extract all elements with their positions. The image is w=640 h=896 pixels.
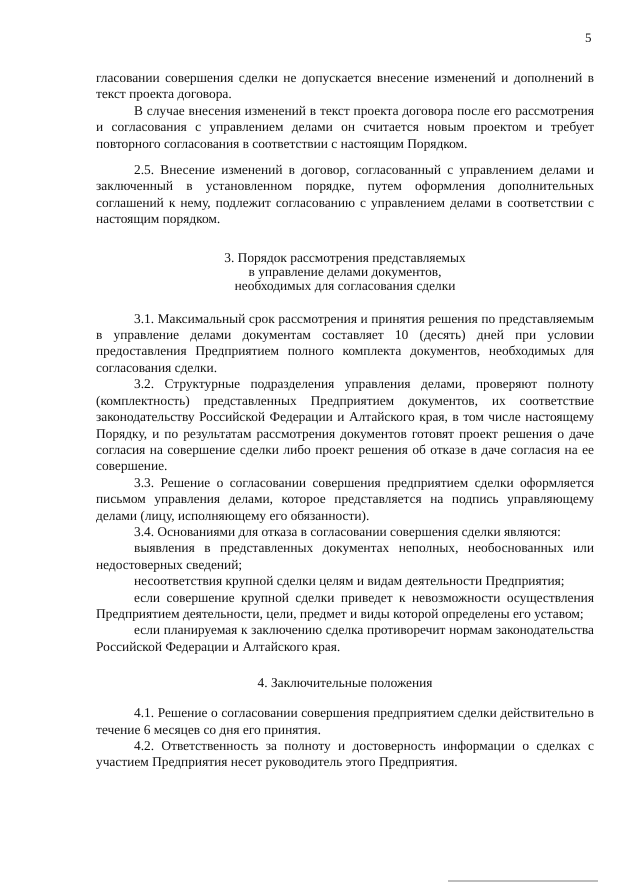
section-3-heading-line-2: в управление делами документов, <box>248 263 442 279</box>
document-body <box>96 70 594 771</box>
paragraph-4-1: 4.1. Решение о согласовании совершения предприятием сделки действительно в течение 6 месяцев со дня его принятия. <box>96 705 594 737</box>
reason-item: если совершение крупной сделки приведет к невозможности осуществления Предприятием деятельности, цели, предмет и виды которой определены его уставом; <box>96 589 594 621</box>
bottom-divider <box>448 880 598 882</box>
section-3-heading-line-3: необходимых для согласования сделки <box>234 277 456 293</box>
reason-item: если планируемая к заключению сделка противоречит нормам законодательства Российской Федерации и Алтайского края. <box>96 622 594 654</box>
paragraph-changes-after-review: В случае внесения изменений в текст проекта договора после его рассмотрения и согласования с управлением делами он считается новым проектом и требует повторного согласования в соответствии с настоящим Порядком. <box>96 102 594 151</box>
paragraph-2-5: 2.5. Внесение изменений в договор, согласованный с управлением делами и заключенный в установленном порядке, путем оформления дополнительных соглашений к нему, подлежит согласованию с управлением делами в соответствии с настоящим порядком. <box>96 162 594 227</box>
reason-item: выявления в представленных документах неполных, необоснованных или недостоверных сведений; <box>96 540 594 572</box>
reason-item: несоответствия крупной сделки целям и видам деятельности Предприятия; <box>134 573 565 589</box>
section-4-heading: 4. Заключительные положения <box>257 675 433 691</box>
page-number: 5 <box>585 30 592 45</box>
section-3-heading <box>96 251 594 293</box>
paragraph-3-3: 3.3. Решение о согласовании совершения предприятием сделки оформляется письмом управления делами, которое представляется на подпись управляющему делами (лицу, исполняющему его обязанности). <box>96 474 594 523</box>
paragraph-4-2: 4.2. Ответственность за полноту и достоверность информации о сделках с участием Предприятия несет руководитель этого Предприятия. <box>96 738 594 770</box>
paragraph-3-1: 3.1. Максимальный срок рассмотрения и принятия решения по представляемым в управление делами документам составляет 10 (десять) дней при условии предоставления Предприятием полного комплекта документов, необходимых для согласования сделки. <box>96 310 594 375</box>
paragraph-3-2: 3.2. Структурные подразделения управления делами, проверяют полноту (комплектность) представленных Предприятием документов, их соответствие законодательству Российской Федерации и Алтайского края, в том числе настоящему Порядку, и по результатам рассмотрения документов готовят проект решения о даче согласия на совершение сделки либо проект решения об отказе в даче согласия на ее совершение. <box>96 376 594 474</box>
paragraph-continuation: гласовании совершения сделки не допускается внесение изменений и дополнений в текст проекта договора. <box>96 70 594 102</box>
section-3-heading-line-1: 3. Порядок рассмотрения представляемых <box>224 249 466 265</box>
paragraph-3-4: 3.4. Основаниями для отказа в согласовании совершения сделки являются: <box>134 523 561 539</box>
